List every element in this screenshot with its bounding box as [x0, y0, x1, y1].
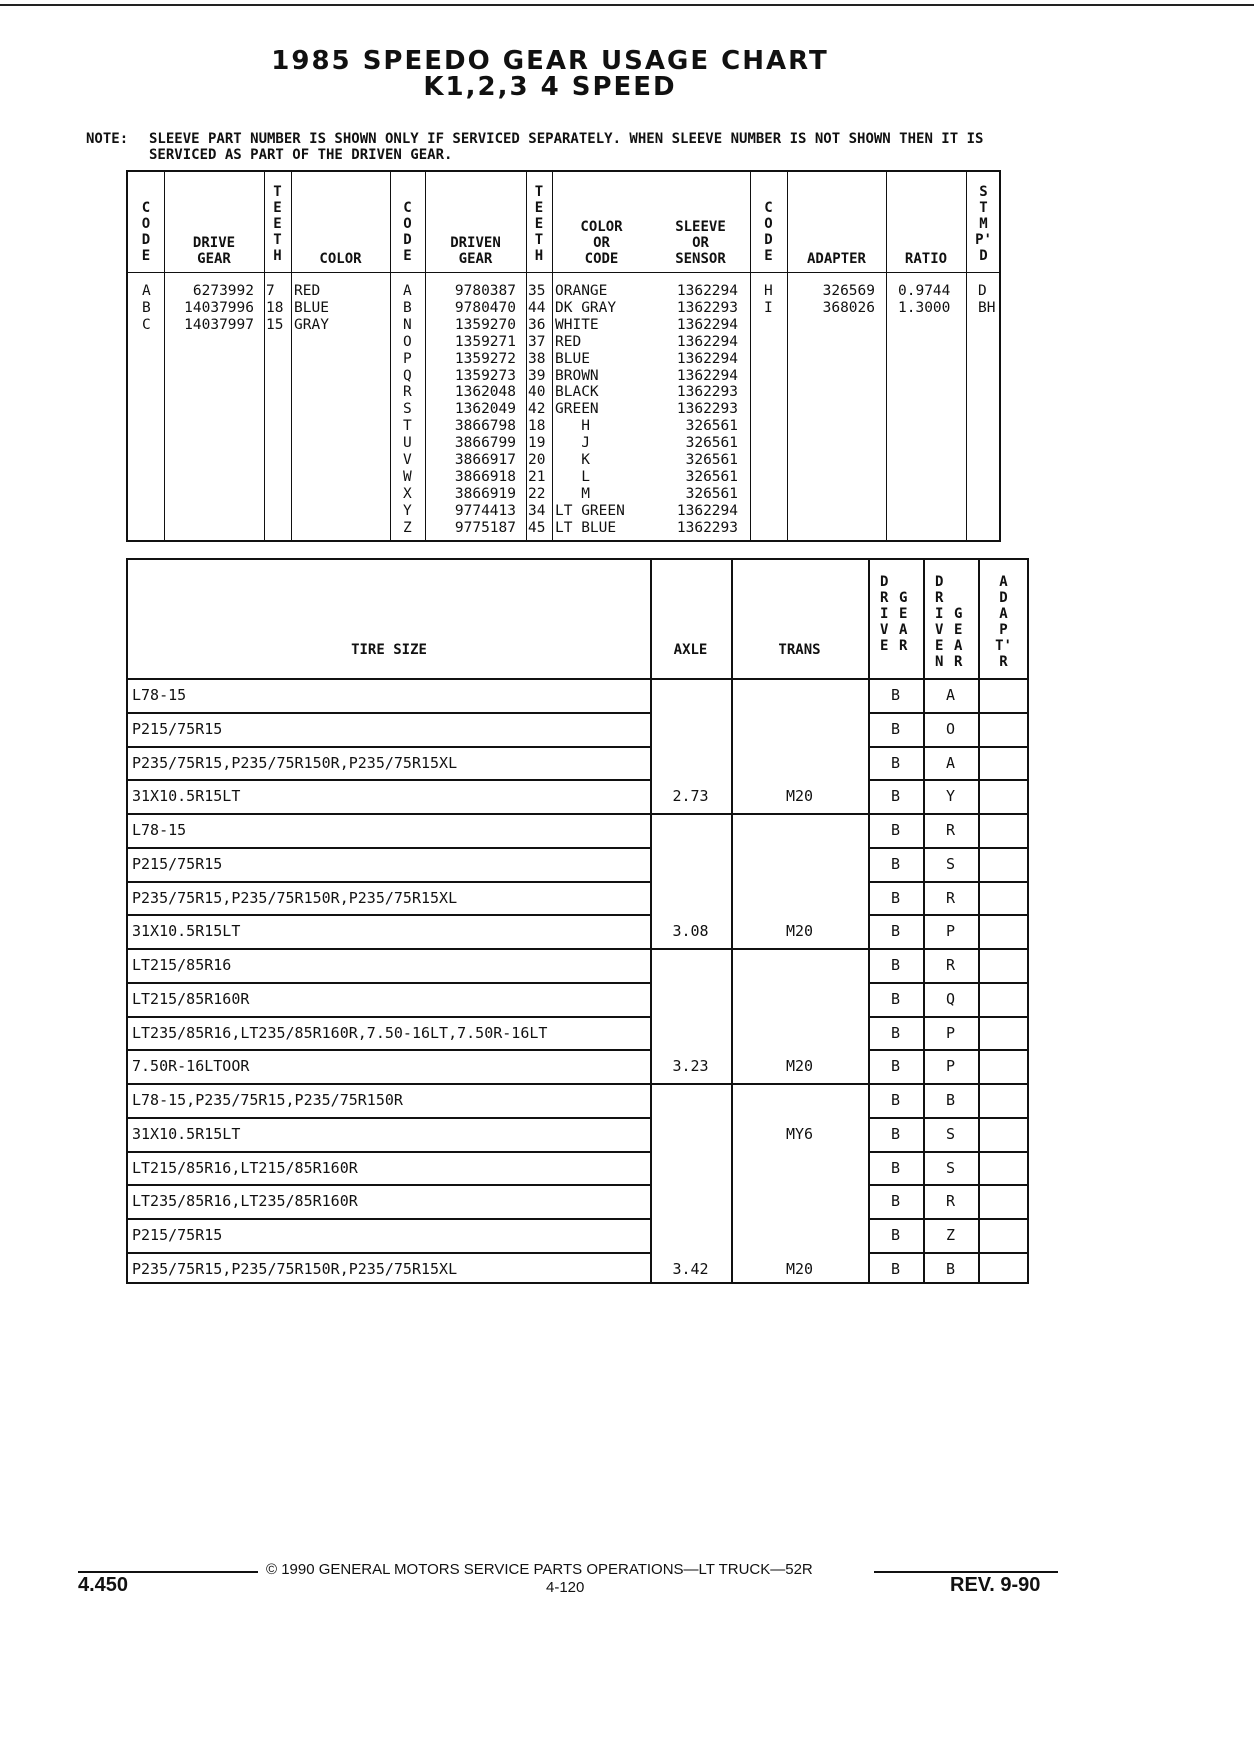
- drive-gear-cell: B: [890, 1057, 901, 1076]
- header-color-or-code: COLOR OR CODE: [580, 219, 623, 267]
- section-number: 4.450: [78, 1574, 129, 1596]
- driven-gear-cell: S: [945, 854, 956, 873]
- driven-gear-cell: R: [945, 821, 956, 839]
- header-adapter-r: A D A P T' R: [995, 574, 1012, 670]
- note-line-1: SLEEVE PART NUMBER IS SHOWN ONLY IF SERVICED SEPARATELY. WHEN SLEEVE NUMBER IS NOT SHOWN THEN IT IS: [149, 131, 984, 147]
- stamped-codes: D BH: [978, 283, 996, 316]
- tire-size-cell: 7.50R-16LTOOR: [132, 1057, 250, 1076]
- footer-rule-right: [874, 1571, 1058, 1573]
- header-sleeve-or-sensor: SLEEVE OR SENSOR: [675, 219, 726, 267]
- header-driven-gear-b: G E A R: [954, 606, 963, 670]
- note-line-2: SERVICED AS PART OF THE DRIVEN GEAR.: [149, 147, 453, 163]
- drive-gear-cell: B: [890, 1259, 901, 1278]
- tire-size-cell: LT215/85R16,LT215/85R160R: [132, 1158, 358, 1177]
- tire-size-cell: P215/75R15: [132, 719, 223, 738]
- usage-table: [126, 558, 1029, 1284]
- drive-gear-cell: B: [890, 989, 901, 1008]
- drive-teeth: 7 18 15: [266, 283, 284, 333]
- tire-size-cell: L78-15: [132, 821, 187, 839]
- drive-gear-cell: B: [890, 1124, 901, 1143]
- tire-size-cell: P215/75R15: [132, 1226, 223, 1244]
- tire-size-cell: L78-15: [132, 686, 187, 704]
- footer-rule-left: [78, 1571, 258, 1573]
- driven-gear-cell: B: [945, 1091, 956, 1109]
- driven-gear-cell: O: [945, 719, 956, 738]
- trans-cell: MY6: [785, 1124, 814, 1143]
- note-label: NOTE:: [86, 131, 129, 147]
- header-axle: AXLE: [673, 642, 708, 658]
- top-rule: [0, 4, 1254, 6]
- header-drive-gear-b: G E A R: [899, 590, 908, 654]
- tire-size-cell: 31X10.5R15LT: [132, 787, 241, 806]
- tire-size-cell: LT215/85R16: [132, 956, 232, 974]
- tire-size-cell: P235/75R15,P235/75R150R,P235/75R15XL: [132, 753, 458, 772]
- driven-gear-cell: Q: [945, 989, 956, 1008]
- drive-gear-cell: B: [890, 888, 901, 907]
- driven-gears: 9780387 9780470 1359270 1359271 1359272 1359273 1362048 1362049 3866798 3866799 3866917 3866918 3866919 9774413 9775187: [454, 283, 516, 536]
- drive-gear-cell: B: [890, 686, 901, 704]
- driven-gear-cell: R: [945, 956, 956, 974]
- tire-size-cell: L78-15,P235/75R15,P235/75R150R: [132, 1091, 403, 1109]
- tire-size-cell: P235/75R15,P235/75R150R,P235/75R15XL: [132, 888, 458, 907]
- axle-cell: 3.08: [672, 922, 709, 941]
- header-ratio: RATIO: [904, 251, 948, 267]
- tire-size-cell: LT235/85R16,LT235/85R160R,7.50-16LT,7.50R-16LT: [132, 1023, 548, 1042]
- drive-gear-cell: B: [890, 1226, 901, 1244]
- axle-cell: 3.23: [672, 1057, 709, 1076]
- header-driven-teeth: T E E T H: [534, 184, 544, 264]
- tire-size-cell: P235/75R15,P235/75R150R,P235/75R15XL: [132, 1259, 458, 1278]
- driven-teeth: 35 44 36 37 38 39 40 42 18 19 20 21 22 34 45: [528, 283, 546, 536]
- header-code: C O D E: [141, 200, 151, 264]
- drive-gear-cell: B: [890, 753, 901, 772]
- drive-codes: A B C: [142, 283, 151, 333]
- drive-gear-cell: B: [890, 1091, 901, 1109]
- header-adapter: ADAPTER: [806, 251, 866, 267]
- header-tire-size: TIRE SIZE: [351, 642, 427, 658]
- page-number: 4-120: [546, 1579, 585, 1596]
- drive-gear-cell: B: [890, 787, 901, 806]
- adapter-numbers: 326569 368026: [822, 283, 875, 316]
- driven-gear-cell: P: [945, 922, 956, 941]
- header-color: COLOR: [319, 251, 362, 267]
- header-drive-gear: DRIVE GEAR: [192, 235, 236, 267]
- driven-gear-cell: S: [945, 1124, 956, 1143]
- header-stamped: S T M P' D: [975, 184, 992, 264]
- driven-gear-cell: A: [945, 686, 956, 704]
- tire-size-cell: 31X10.5R15LT: [132, 1124, 241, 1143]
- drive-gear-cell: B: [890, 1158, 901, 1177]
- drive-gear-cell: B: [890, 922, 901, 941]
- driven-colors: ORANGE DK GRAY WHITE RED BLUE BROWN BLACK GREEN H J K L M LT GREEN LT BLUE: [555, 283, 625, 536]
- tire-size-cell: P215/75R15: [132, 854, 223, 873]
- ratios: 0.9744 1.3000: [898, 283, 951, 316]
- driven-gear-cell: P: [945, 1057, 956, 1076]
- revision: REV. 9-90: [950, 1574, 1041, 1596]
- trans-cell: M20: [785, 787, 814, 806]
- driven-gear-cell: P: [945, 1023, 956, 1042]
- header-drive-gear-a: D R I V E: [880, 574, 889, 654]
- sleeve-numbers: 1362294 1362293 1362294 1362294 1362294 1362294 1362293 1362293 326561 326561 326561 326561 326561 1362294 1362293: [676, 283, 738, 536]
- gear-table: [126, 170, 1001, 542]
- tire-size-cell: LT235/85R16,LT235/85R160R: [132, 1192, 358, 1211]
- copyright: © 1990 GENERAL MOTORS SERVICE PARTS OPERATIONS—LT TRUCK—52R: [266, 1561, 813, 1578]
- drive-gear-cell: B: [890, 821, 901, 839]
- trans-cell: M20: [785, 922, 814, 941]
- header-driven-code: C O D E: [403, 200, 412, 264]
- header-driven-gear-a: D R I V E N: [935, 574, 944, 670]
- drive-colors: RED BLUE GRAY: [294, 283, 329, 333]
- trans-cell: M20: [785, 1259, 814, 1278]
- header-driven-gear: DRIVEN GEAR: [450, 235, 501, 267]
- driven-gear-cell: Z: [945, 1226, 956, 1244]
- drive-gear-cell: B: [890, 719, 901, 738]
- drive-gear-cell: B: [890, 956, 901, 974]
- driven-gear-cell: S: [945, 1158, 956, 1177]
- adapter-codes: H I: [764, 283, 773, 316]
- trans-cell: M20: [785, 1057, 814, 1076]
- drive-gears: 6273992 14037996 14037997: [184, 283, 254, 333]
- axle-cell: 2.73: [672, 787, 709, 806]
- header-teeth: T E E T H: [273, 184, 282, 264]
- driven-gear-cell: A: [945, 753, 956, 772]
- tire-size-cell: LT215/85R160R: [132, 989, 250, 1008]
- drive-gear-cell: B: [890, 854, 901, 873]
- driven-gear-cell: Y: [945, 787, 956, 806]
- page-subtitle: K1,2,3 4 SPEED: [423, 72, 677, 102]
- header-adapter-code: C O D E: [764, 200, 773, 264]
- page-title: 1985 SPEEDO GEAR USAGE CHART: [271, 46, 829, 76]
- tire-size-cell: 31X10.5R15LT: [132, 922, 241, 941]
- driven-codes: A B N O P Q R S T U V W X Y Z: [403, 283, 412, 536]
- drive-gear-cell: B: [890, 1192, 901, 1211]
- header-trans: TRANS: [778, 642, 821, 658]
- axle-cell: 3.42: [672, 1259, 709, 1278]
- driven-gear-cell: R: [945, 1192, 956, 1211]
- drive-gear-cell: B: [890, 1023, 901, 1042]
- driven-gear-cell: R: [945, 888, 956, 907]
- driven-gear-cell: B: [945, 1259, 956, 1278]
